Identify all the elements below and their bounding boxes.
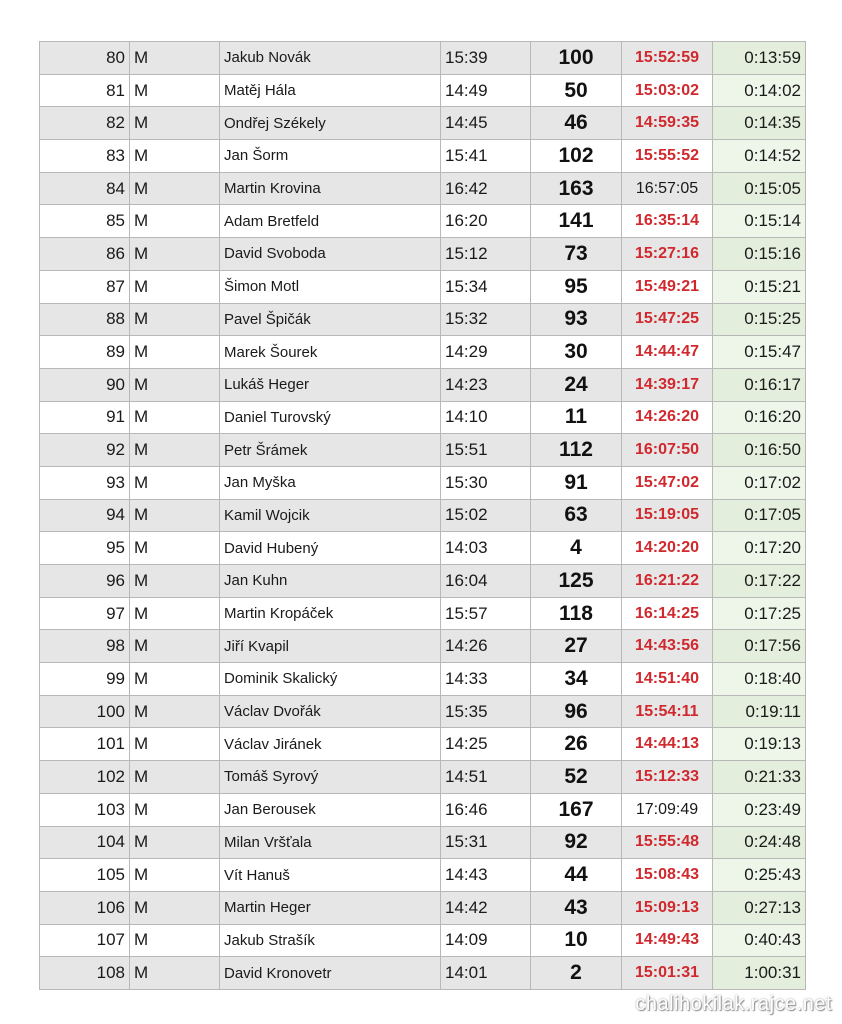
race-time-cell: 1:00:31 — [713, 957, 806, 990]
bib-number-cell: 100 — [531, 42, 622, 75]
name-cell: Martin Kropáček — [220, 597, 441, 630]
finish-time-cell: 14:20:20 — [622, 532, 713, 565]
start-time-cell: 16:42 — [441, 172, 531, 205]
rank-cell: 80 — [40, 42, 130, 75]
category-cell: M — [130, 728, 220, 761]
race-time-cell: 0:16:20 — [713, 401, 806, 434]
bib-number-cell: 46 — [531, 107, 622, 140]
race-time-cell: 0:14:02 — [713, 74, 806, 107]
finish-time-cell: 15:52:59 — [622, 42, 713, 75]
category-cell: M — [130, 42, 220, 75]
start-time-cell: 14:10 — [441, 401, 531, 434]
finish-time-cell: 16:21:22 — [622, 565, 713, 598]
rank-cell: 82 — [40, 107, 130, 140]
name-cell: Šimon Motl — [220, 270, 441, 303]
start-time-cell: 15:32 — [441, 303, 531, 336]
name-cell: Matěj Hála — [220, 74, 441, 107]
race-time-cell: 0:16:50 — [713, 434, 806, 467]
category-cell: M — [130, 368, 220, 401]
bib-number-cell: 2 — [531, 957, 622, 990]
start-time-cell: 14:26 — [441, 630, 531, 663]
name-cell: Jakub Strašík — [220, 924, 441, 957]
name-cell: Ondřej Székely — [220, 107, 441, 140]
start-time-cell: 15:12 — [441, 238, 531, 271]
start-time-cell: 14:03 — [441, 532, 531, 565]
name-cell: Adam Bretfeld — [220, 205, 441, 238]
start-time-cell: 14:25 — [441, 728, 531, 761]
rank-cell: 92 — [40, 434, 130, 467]
finish-time-cell: 17:09:49 — [622, 793, 713, 826]
start-time-cell: 15:41 — [441, 140, 531, 173]
name-cell: David Svoboda — [220, 238, 441, 271]
finish-time-cell: 14:51:40 — [622, 663, 713, 696]
start-time-cell: 14:45 — [441, 107, 531, 140]
rank-cell: 84 — [40, 172, 130, 205]
rank-cell: 99 — [40, 663, 130, 696]
table-row — [40, 728, 806, 761]
table-row — [40, 238, 806, 271]
race-time-cell: 0:40:43 — [713, 924, 806, 957]
table-row — [40, 695, 806, 728]
bib-number-cell: 34 — [531, 663, 622, 696]
rank-cell: 93 — [40, 466, 130, 499]
table-row — [40, 499, 806, 532]
bib-number-cell: 52 — [531, 761, 622, 794]
bib-number-cell: 91 — [531, 466, 622, 499]
race-time-cell: 0:18:40 — [713, 663, 806, 696]
rank-cell: 105 — [40, 859, 130, 892]
table-row — [40, 957, 806, 990]
category-cell: M — [130, 597, 220, 630]
finish-time-cell: 15:49:21 — [622, 270, 713, 303]
name-cell: Václav Jiránek — [220, 728, 441, 761]
finish-time-cell: 15:12:33 — [622, 761, 713, 794]
table-row — [40, 532, 806, 565]
bib-number-cell: 163 — [531, 172, 622, 205]
start-time-cell: 15:51 — [441, 434, 531, 467]
category-cell: M — [130, 172, 220, 205]
rank-cell: 97 — [40, 597, 130, 630]
table-row — [40, 42, 806, 75]
results-table — [39, 41, 806, 990]
finish-time-cell: 14:43:56 — [622, 630, 713, 663]
rank-cell: 100 — [40, 695, 130, 728]
rank-cell: 107 — [40, 924, 130, 957]
table-row — [40, 466, 806, 499]
bib-number-cell: 63 — [531, 499, 622, 532]
start-time-cell: 14:01 — [441, 957, 531, 990]
name-cell: Jakub Novák — [220, 42, 441, 75]
table-row — [40, 270, 806, 303]
race-time-cell: 0:17:25 — [713, 597, 806, 630]
bib-number-cell: 93 — [531, 303, 622, 336]
rank-cell: 95 — [40, 532, 130, 565]
start-time-cell: 14:09 — [441, 924, 531, 957]
start-time-cell: 14:33 — [441, 663, 531, 696]
start-time-cell: 15:34 — [441, 270, 531, 303]
rank-cell: 90 — [40, 368, 130, 401]
name-cell: Kamil Wojcik — [220, 499, 441, 532]
table-row — [40, 630, 806, 663]
name-cell: Jan Kuhn — [220, 565, 441, 598]
rank-cell: 87 — [40, 270, 130, 303]
rank-cell: 102 — [40, 761, 130, 794]
start-time-cell: 15:39 — [441, 42, 531, 75]
finish-time-cell: 16:14:25 — [622, 597, 713, 630]
table-row — [40, 597, 806, 630]
category-cell: M — [130, 663, 220, 696]
start-time-cell: 16:04 — [441, 565, 531, 598]
finish-time-cell: 14:26:20 — [622, 401, 713, 434]
start-time-cell: 14:29 — [441, 336, 531, 369]
bib-number-cell: 96 — [531, 695, 622, 728]
bib-number-cell: 118 — [531, 597, 622, 630]
table-row — [40, 140, 806, 173]
start-time-cell: 14:49 — [441, 74, 531, 107]
name-cell: Václav Dvořák — [220, 695, 441, 728]
bib-number-cell: 30 — [531, 336, 622, 369]
table-row — [40, 336, 806, 369]
bib-number-cell: 92 — [531, 826, 622, 859]
name-cell: David Hubený — [220, 532, 441, 565]
start-time-cell: 16:20 — [441, 205, 531, 238]
race-time-cell: 0:17:02 — [713, 466, 806, 499]
race-time-cell: 0:17:20 — [713, 532, 806, 565]
name-cell: Martin Krovina — [220, 172, 441, 205]
race-time-cell: 0:19:11 — [713, 695, 806, 728]
table-row — [40, 303, 806, 336]
race-time-cell: 0:15:47 — [713, 336, 806, 369]
finish-time-cell: 15:27:16 — [622, 238, 713, 271]
rank-cell: 89 — [40, 336, 130, 369]
name-cell: Jiří Kvapil — [220, 630, 441, 663]
rank-cell: 88 — [40, 303, 130, 336]
race-time-cell: 0:15:16 — [713, 238, 806, 271]
table-row — [40, 74, 806, 107]
category-cell: M — [130, 957, 220, 990]
category-cell: M — [130, 532, 220, 565]
name-cell: Martin Heger — [220, 891, 441, 924]
rank-cell: 98 — [40, 630, 130, 663]
table-row — [40, 663, 806, 696]
category-cell: M — [130, 826, 220, 859]
rank-cell: 85 — [40, 205, 130, 238]
race-time-cell: 0:21:33 — [713, 761, 806, 794]
name-cell: Jan Šorm — [220, 140, 441, 173]
bib-number-cell: 24 — [531, 368, 622, 401]
category-cell: M — [130, 336, 220, 369]
race-time-cell: 0:13:59 — [713, 42, 806, 75]
rank-cell: 108 — [40, 957, 130, 990]
table-row — [40, 368, 806, 401]
race-time-cell: 0:23:49 — [713, 793, 806, 826]
bib-number-cell: 141 — [531, 205, 622, 238]
rank-cell: 94 — [40, 499, 130, 532]
category-cell: M — [130, 499, 220, 532]
start-time-cell: 14:42 — [441, 891, 531, 924]
rank-cell: 103 — [40, 793, 130, 826]
category-cell: M — [130, 630, 220, 663]
bib-number-cell: 95 — [531, 270, 622, 303]
race-time-cell: 0:15:21 — [713, 270, 806, 303]
rank-cell: 83 — [40, 140, 130, 173]
bib-number-cell: 44 — [531, 859, 622, 892]
finish-time-cell: 15:55:48 — [622, 826, 713, 859]
race-time-cell: 0:27:13 — [713, 891, 806, 924]
table-row — [40, 565, 806, 598]
name-cell: Pavel Špičák — [220, 303, 441, 336]
table-row — [40, 891, 806, 924]
finish-time-cell: 14:44:13 — [622, 728, 713, 761]
category-cell: M — [130, 891, 220, 924]
race-time-cell: 0:15:14 — [713, 205, 806, 238]
start-time-cell: 15:31 — [441, 826, 531, 859]
table-row — [40, 205, 806, 238]
category-cell: M — [130, 205, 220, 238]
finish-time-cell: 15:08:43 — [622, 859, 713, 892]
rank-cell: 106 — [40, 891, 130, 924]
finish-time-cell: 15:55:52 — [622, 140, 713, 173]
start-time-cell: 15:57 — [441, 597, 531, 630]
bib-number-cell: 11 — [531, 401, 622, 434]
watermark: chalihokilak.rajce.net — [635, 993, 832, 1015]
finish-time-cell: 16:07:50 — [622, 434, 713, 467]
finish-time-cell: 15:03:02 — [622, 74, 713, 107]
category-cell: M — [130, 238, 220, 271]
category-cell: M — [130, 434, 220, 467]
results-body — [40, 42, 806, 990]
category-cell: M — [130, 270, 220, 303]
bib-number-cell: 167 — [531, 793, 622, 826]
race-time-cell: 0:17:22 — [713, 565, 806, 598]
name-cell: Jan Berousek — [220, 793, 441, 826]
category-cell: M — [130, 793, 220, 826]
bib-number-cell: 73 — [531, 238, 622, 271]
category-cell: M — [130, 761, 220, 794]
name-cell: Vít Hanuš — [220, 859, 441, 892]
start-time-cell: 16:46 — [441, 793, 531, 826]
race-time-cell: 0:19:13 — [713, 728, 806, 761]
name-cell: David Kronovetr — [220, 957, 441, 990]
category-cell: M — [130, 74, 220, 107]
finish-time-cell: 16:57:05 — [622, 172, 713, 205]
finish-time-cell: 14:59:35 — [622, 107, 713, 140]
category-cell: M — [130, 565, 220, 598]
race-time-cell: 0:24:48 — [713, 826, 806, 859]
table-row — [40, 826, 806, 859]
start-time-cell: 15:30 — [441, 466, 531, 499]
race-time-cell: 0:16:17 — [713, 368, 806, 401]
race-time-cell: 0:14:35 — [713, 107, 806, 140]
bib-number-cell: 102 — [531, 140, 622, 173]
table-row — [40, 401, 806, 434]
bib-number-cell: 112 — [531, 434, 622, 467]
table-row — [40, 761, 806, 794]
finish-time-cell: 14:49:43 — [622, 924, 713, 957]
category-cell: M — [130, 466, 220, 499]
rank-cell: 101 — [40, 728, 130, 761]
category-cell: M — [130, 924, 220, 957]
name-cell: Jan Myška — [220, 466, 441, 499]
rank-cell: 104 — [40, 826, 130, 859]
finish-time-cell: 15:47:02 — [622, 466, 713, 499]
rank-cell: 96 — [40, 565, 130, 598]
bib-number-cell: 26 — [531, 728, 622, 761]
bib-number-cell: 125 — [531, 565, 622, 598]
start-time-cell: 14:51 — [441, 761, 531, 794]
bib-number-cell: 43 — [531, 891, 622, 924]
name-cell: Marek Šourek — [220, 336, 441, 369]
race-time-cell: 0:17:56 — [713, 630, 806, 663]
start-time-cell: 14:23 — [441, 368, 531, 401]
race-time-cell: 0:15:05 — [713, 172, 806, 205]
name-cell: Lukáš Heger — [220, 368, 441, 401]
start-time-cell: 15:35 — [441, 695, 531, 728]
bib-number-cell: 10 — [531, 924, 622, 957]
race-time-cell: 0:25:43 — [713, 859, 806, 892]
name-cell: Daniel Turovský — [220, 401, 441, 434]
name-cell: Petr Šrámek — [220, 434, 441, 467]
table-row — [40, 793, 806, 826]
rank-cell: 91 — [40, 401, 130, 434]
table-row — [40, 434, 806, 467]
finish-time-cell: 15:09:13 — [622, 891, 713, 924]
finish-time-cell: 14:39:17 — [622, 368, 713, 401]
category-cell: M — [130, 303, 220, 336]
name-cell: Dominik Skalický — [220, 663, 441, 696]
table-row — [40, 107, 806, 140]
finish-time-cell: 15:01:31 — [622, 957, 713, 990]
category-cell: M — [130, 401, 220, 434]
bib-number-cell: 50 — [531, 74, 622, 107]
rank-cell: 81 — [40, 74, 130, 107]
category-cell: M — [130, 107, 220, 140]
race-time-cell: 0:17:05 — [713, 499, 806, 532]
finish-time-cell: 16:35:14 — [622, 205, 713, 238]
start-time-cell: 14:43 — [441, 859, 531, 892]
start-time-cell: 15:02 — [441, 499, 531, 532]
name-cell: Tomáš Syrový — [220, 761, 441, 794]
finish-time-cell: 15:19:05 — [622, 499, 713, 532]
rank-cell: 86 — [40, 238, 130, 271]
table-row — [40, 859, 806, 892]
bib-number-cell: 27 — [531, 630, 622, 663]
finish-time-cell: 15:54:11 — [622, 695, 713, 728]
name-cell: Milan Vršťala — [220, 826, 441, 859]
category-cell: M — [130, 140, 220, 173]
table-row — [40, 924, 806, 957]
category-cell: M — [130, 695, 220, 728]
race-time-cell: 0:14:52 — [713, 140, 806, 173]
finish-time-cell: 14:44:47 — [622, 336, 713, 369]
category-cell: M — [130, 859, 220, 892]
bib-number-cell: 4 — [531, 532, 622, 565]
table-row — [40, 172, 806, 205]
race-time-cell: 0:15:25 — [713, 303, 806, 336]
finish-time-cell: 15:47:25 — [622, 303, 713, 336]
